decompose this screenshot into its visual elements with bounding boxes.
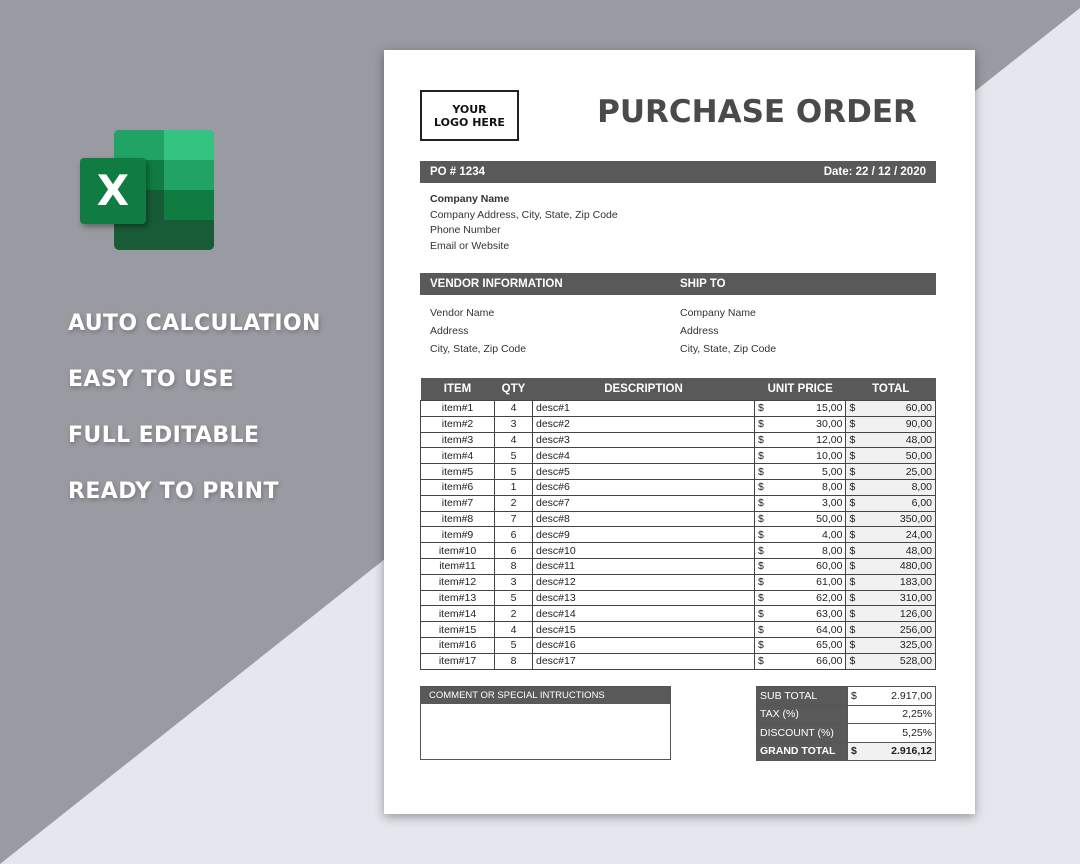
feature-list xyxy=(68,305,321,529)
item-cell: item#10 xyxy=(421,543,495,559)
table-row xyxy=(421,637,936,653)
table-row xyxy=(421,653,936,669)
tax-label: TAX (%) xyxy=(757,705,848,724)
document-title: PURCHASE ORDER xyxy=(597,94,917,130)
qty-cell: 4 xyxy=(495,401,533,417)
unit-price-currency: $ xyxy=(755,416,774,432)
total-cell: 183,00 xyxy=(864,574,935,590)
qty-cell: 5 xyxy=(495,448,533,464)
items-body xyxy=(421,401,936,670)
total-cell: 6,00 xyxy=(864,495,935,511)
total-cell: 24,00 xyxy=(864,527,935,543)
unit-price-currency: $ xyxy=(755,495,774,511)
unit-price-cell: 61,00 xyxy=(773,574,846,590)
qty-cell: 5 xyxy=(495,590,533,606)
ship-to-city: City, State, Zip Code xyxy=(680,343,777,355)
qty-cell: 4 xyxy=(495,432,533,448)
description-cell: desc#6 xyxy=(533,479,755,495)
unit-price-cell: 5,00 xyxy=(773,464,846,480)
total-currency: $ xyxy=(846,495,865,511)
ship-to-info xyxy=(680,304,776,358)
total-currency: $ xyxy=(846,448,865,464)
total-currency: $ xyxy=(846,543,865,559)
header-total: TOTAL xyxy=(846,378,936,401)
description-cell: desc#2 xyxy=(533,416,755,432)
item-cell: item#4 xyxy=(421,448,495,464)
grand-total-label: GRAND TOTAL xyxy=(757,742,848,761)
description-cell: desc#1 xyxy=(533,401,755,417)
company-address: Company Address, City, State, Zip Code xyxy=(430,208,618,221)
unit-price-cell: 15,00 xyxy=(773,401,846,417)
item-cell: item#9 xyxy=(421,527,495,543)
unit-price-currency: $ xyxy=(755,479,774,495)
company-email: Email or Website xyxy=(430,239,510,252)
total-cell: 90,00 xyxy=(864,416,935,432)
unit-price-cell: 12,00 xyxy=(773,432,846,448)
unit-price-currency: $ xyxy=(755,590,774,606)
table-header-row xyxy=(421,378,936,401)
item-cell: item#2 xyxy=(421,416,495,432)
table-row xyxy=(421,464,936,480)
total-cell: 25,00 xyxy=(864,464,935,480)
item-cell: item#7 xyxy=(421,495,495,511)
feature-item: READY TO PRINT xyxy=(68,479,279,504)
description-cell: desc#4 xyxy=(533,448,755,464)
item-cell: item#15 xyxy=(421,622,495,638)
discount-row xyxy=(757,724,936,743)
qty-cell: 1 xyxy=(495,479,533,495)
unit-price-currency: $ xyxy=(755,401,774,417)
excel-x-letter: X xyxy=(80,158,146,224)
description-cell: desc#17 xyxy=(533,653,755,669)
table-row xyxy=(421,622,936,638)
table-row xyxy=(421,543,936,559)
unit-price-currency: $ xyxy=(755,511,774,527)
qty-cell: 5 xyxy=(495,464,533,480)
total-currency: $ xyxy=(846,401,865,417)
total-currency: $ xyxy=(846,558,865,574)
po-header-bar xyxy=(420,161,936,183)
total-cell: 50,00 xyxy=(864,448,935,464)
unit-price-cell: 65,00 xyxy=(773,637,846,653)
po-number: PO # 1234 xyxy=(430,166,485,178)
unit-price-currency: $ xyxy=(755,622,774,638)
qty-cell: 6 xyxy=(495,543,533,559)
description-cell: desc#10 xyxy=(533,543,755,559)
logo-text: YOUR LOGO HERE xyxy=(434,102,505,129)
description-cell: desc#3 xyxy=(533,432,755,448)
description-cell: desc#15 xyxy=(533,622,755,638)
description-cell: desc#14 xyxy=(533,606,755,622)
item-cell: item#13 xyxy=(421,590,495,606)
description-cell: desc#7 xyxy=(533,495,755,511)
description-cell: desc#13 xyxy=(533,590,755,606)
grand-total-currency: $ xyxy=(848,742,865,761)
total-cell: 310,00 xyxy=(864,590,935,606)
total-currency: $ xyxy=(846,464,865,480)
table-row xyxy=(421,574,936,590)
table-row xyxy=(421,479,936,495)
subtotal-row xyxy=(757,687,936,706)
company-phone: Phone Number xyxy=(430,224,501,236)
unit-price-cell: 10,00 xyxy=(773,448,846,464)
grand-total-value: 2.916,12 xyxy=(864,742,936,761)
table-row xyxy=(421,511,936,527)
unit-price-currency: $ xyxy=(755,637,774,653)
table-row xyxy=(421,606,936,622)
qty-cell: 2 xyxy=(495,606,533,622)
feature-item: EASY TO USE xyxy=(68,367,234,392)
qty-cell: 2 xyxy=(495,495,533,511)
total-currency: $ xyxy=(846,574,865,590)
unit-price-currency: $ xyxy=(755,574,774,590)
vendor-header: VENDOR INFORMATION xyxy=(430,278,563,290)
unit-price-currency: $ xyxy=(755,432,774,448)
company-name: Company Name xyxy=(430,193,510,205)
tax-row xyxy=(757,705,936,724)
description-cell: desc#11 xyxy=(533,558,755,574)
unit-price-currency: $ xyxy=(755,448,774,464)
qty-cell: 6 xyxy=(495,527,533,543)
vendor-info xyxy=(430,304,526,358)
unit-price-cell: 50,00 xyxy=(773,511,846,527)
header-qty: QTY xyxy=(495,378,533,401)
unit-price-currency: $ xyxy=(755,543,774,559)
comment-box xyxy=(420,686,671,760)
total-cell: 480,00 xyxy=(864,558,935,574)
unit-price-cell: 8,00 xyxy=(773,543,846,559)
table-row xyxy=(421,432,936,448)
total-currency: $ xyxy=(846,432,865,448)
qty-cell: 3 xyxy=(495,416,533,432)
ship-to-header: SHIP TO xyxy=(680,278,726,290)
unit-price-cell: 4,00 xyxy=(773,527,846,543)
unit-price-cell: 60,00 xyxy=(773,558,846,574)
comment-header: COMMENT OR SPECIAL INTRUCTIONS xyxy=(421,687,670,704)
header-unit-price: UNIT PRICE xyxy=(755,378,846,401)
total-currency: $ xyxy=(846,527,865,543)
header-description: DESCRIPTION xyxy=(533,378,755,401)
table-row xyxy=(421,527,936,543)
po-date: Date: 22 / 12 / 2020 xyxy=(823,166,926,178)
description-cell: desc#12 xyxy=(533,574,755,590)
total-currency: $ xyxy=(846,653,865,669)
description-cell: desc#8 xyxy=(533,511,755,527)
item-cell: item#16 xyxy=(421,637,495,653)
subtotal-label: SUB TOTAL xyxy=(757,687,848,706)
total-currency: $ xyxy=(846,511,865,527)
unit-price-currency: $ xyxy=(755,464,774,480)
qty-cell: 4 xyxy=(495,622,533,638)
item-cell: item#17 xyxy=(421,653,495,669)
unit-price-currency: $ xyxy=(755,527,774,543)
item-cell: item#3 xyxy=(421,432,495,448)
total-cell: 48,00 xyxy=(864,543,935,559)
feature-item: AUTO CALCULATION xyxy=(68,311,321,336)
total-cell: 48,00 xyxy=(864,432,935,448)
unit-price-cell: 30,00 xyxy=(773,416,846,432)
table-row xyxy=(421,416,936,432)
unit-price-currency: $ xyxy=(755,606,774,622)
table-row xyxy=(421,590,936,606)
item-cell: item#6 xyxy=(421,479,495,495)
total-currency: $ xyxy=(846,479,865,495)
header-item: ITEM xyxy=(421,378,495,401)
unit-price-cell: 62,00 xyxy=(773,590,846,606)
description-cell: desc#16 xyxy=(533,637,755,653)
feature-item: FULL EDITABLE xyxy=(68,423,260,448)
vendor-city: City, State, Zip Code xyxy=(430,343,527,355)
unit-price-currency: $ xyxy=(755,653,774,669)
vendor-name: Vendor Name xyxy=(430,307,495,319)
total-cell: 350,00 xyxy=(864,511,935,527)
total-currency: $ xyxy=(846,637,865,653)
tax-value: 2,25% xyxy=(848,705,936,724)
total-cell: 126,00 xyxy=(864,606,935,622)
unit-price-cell: 8,00 xyxy=(773,479,846,495)
unit-price-cell: 64,00 xyxy=(773,622,846,638)
company-info xyxy=(430,192,618,254)
items-table xyxy=(420,378,936,670)
total-currency: $ xyxy=(846,416,865,432)
qty-cell: 8 xyxy=(495,558,533,574)
unit-price-cell: 3,00 xyxy=(773,495,846,511)
total-cell: 325,00 xyxy=(864,637,935,653)
subtotal-value: 2.917,00 xyxy=(864,687,936,706)
qty-cell: 8 xyxy=(495,653,533,669)
total-currency: $ xyxy=(846,622,865,638)
total-cell: 256,00 xyxy=(864,622,935,638)
item-cell: item#11 xyxy=(421,558,495,574)
grand-total-row xyxy=(757,742,936,761)
qty-cell: 3 xyxy=(495,574,533,590)
total-cell: 528,00 xyxy=(864,653,935,669)
comment-input-area[interactable] xyxy=(421,704,670,759)
qty-cell: 7 xyxy=(495,511,533,527)
table-row xyxy=(421,401,936,417)
vendor-address: Address xyxy=(430,325,469,337)
description-cell: desc#5 xyxy=(533,464,755,480)
total-cell: 8,00 xyxy=(864,479,935,495)
subtotal-currency: $ xyxy=(848,687,865,706)
item-cell: item#8 xyxy=(421,511,495,527)
item-cell: item#14 xyxy=(421,606,495,622)
logo-placeholder xyxy=(420,90,519,141)
item-cell: item#5 xyxy=(421,464,495,480)
discount-value: 5,25% xyxy=(848,724,936,743)
table-row xyxy=(421,495,936,511)
total-currency: $ xyxy=(846,606,865,622)
ship-to-address: Address xyxy=(680,325,719,337)
description-cell: desc#9 xyxy=(533,527,755,543)
item-cell: item#1 xyxy=(421,401,495,417)
total-cell: 60,00 xyxy=(864,401,935,417)
unit-price-cell: 66,00 xyxy=(773,653,846,669)
unit-price-cell: 63,00 xyxy=(773,606,846,622)
table-row xyxy=(421,558,936,574)
table-row xyxy=(421,448,936,464)
discount-label: DISCOUNT (%) xyxy=(757,724,848,743)
totals-table xyxy=(756,686,936,761)
ship-to-name: Company Name xyxy=(680,307,756,319)
total-currency: $ xyxy=(846,590,865,606)
unit-price-currency: $ xyxy=(755,558,774,574)
item-cell: item#12 xyxy=(421,574,495,590)
excel-icon xyxy=(80,130,214,250)
qty-cell: 5 xyxy=(495,637,533,653)
vendor-ship-header-bar xyxy=(420,273,936,295)
purchase-order-sheet xyxy=(384,50,975,814)
